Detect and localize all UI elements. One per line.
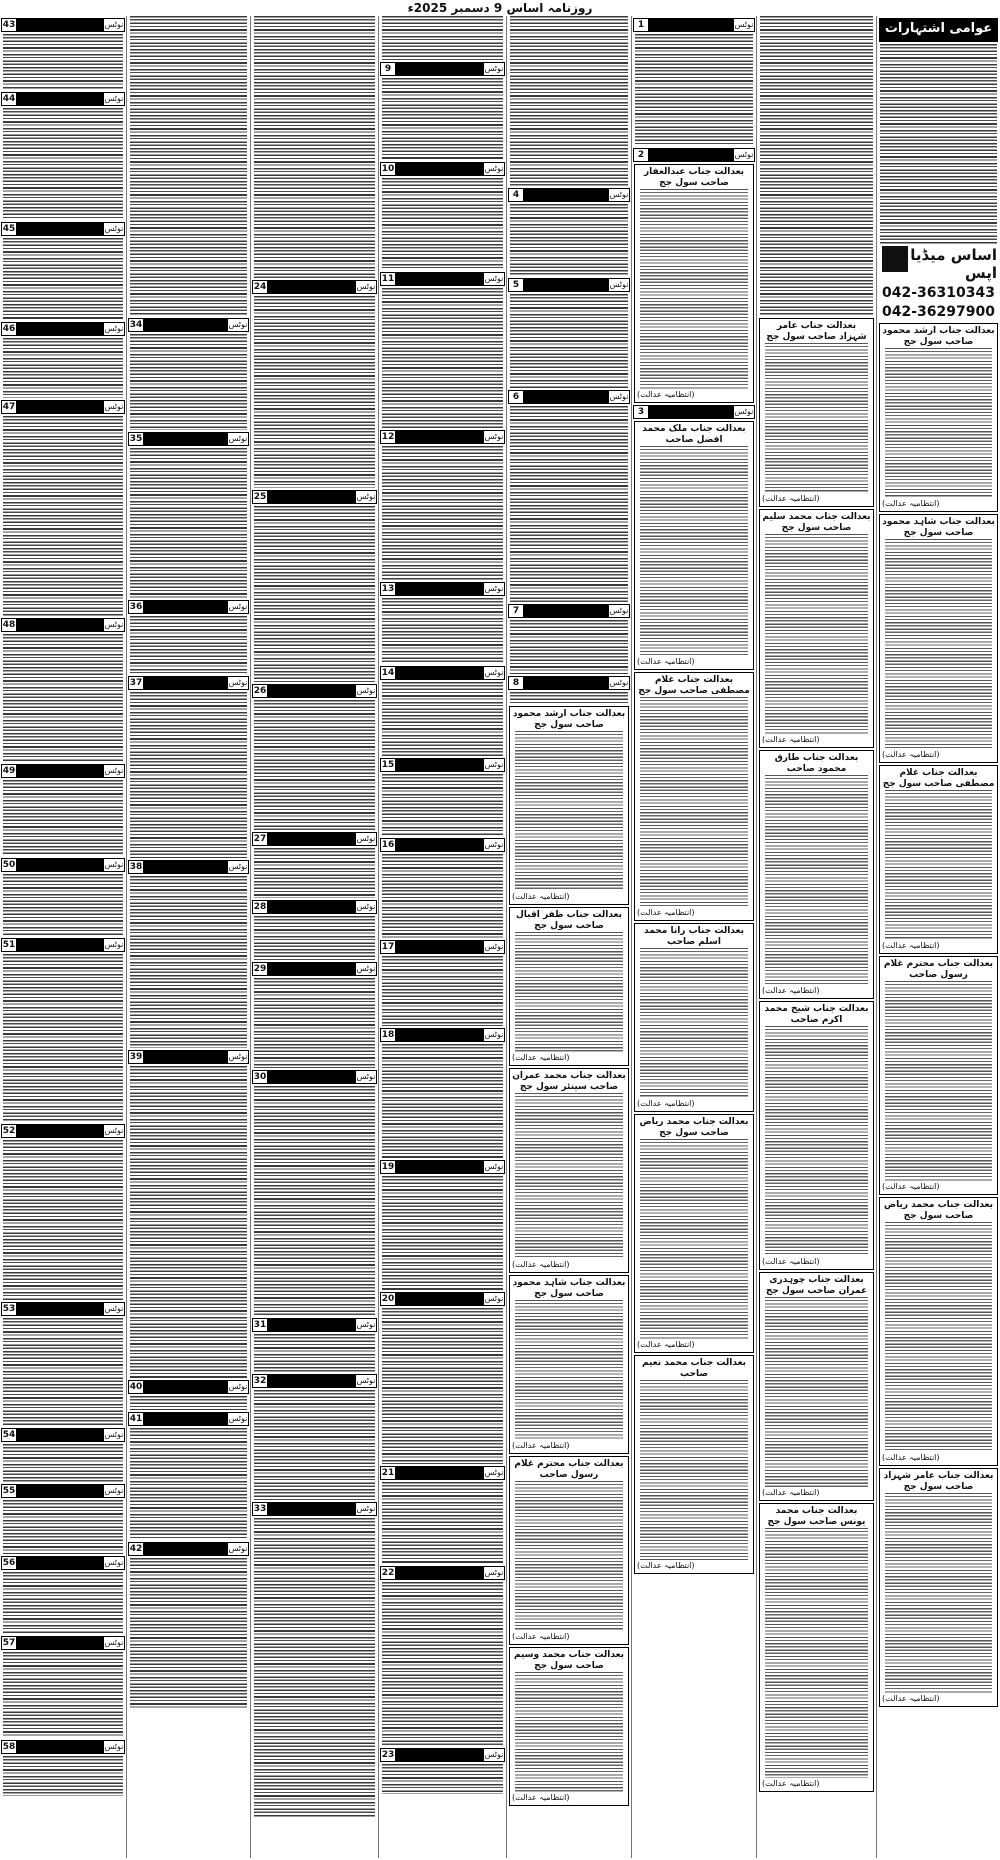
notice-header: 42 نوٹس [129,1544,248,1554]
notice-header: 27 نوٹس [253,834,376,844]
notice-header: 35 نوٹس [129,434,248,444]
notice-header: 8 نوٹس [508,676,630,690]
notice-header: 44 نوٹس [2,94,124,104]
notice-header: 21 نوٹس [381,1468,504,1478]
notice-header: 10 نوٹس [381,164,504,174]
court-notice: بعدالت جناب محمد یونس صاحب سول جج (انتظامیہ عدالت) [759,1503,874,1792]
notice-header: 30 نوٹس [253,1072,376,1082]
court-notice: بعدالت جناب محمد ریاض صاحب سول جج (انتظامیہ عدالت) [879,1197,998,1466]
agency-name: اساس میڈیا اپس [880,246,997,282]
notice-header: 22 نوٹس [381,1568,504,1578]
notice-header: 25 نوٹس [253,492,376,502]
ad-logo: عوامی اشتہارات [879,18,998,42]
phone-number-1: 042-36310343 [882,285,995,301]
notice-header: 45 نوٹس [2,224,124,234]
phone-number-2: 042-36297900 [882,304,995,320]
court-notice: بعدالت جناب شاہد محمود صاحب سول جج (انتظامیہ عدالت) [509,1275,629,1454]
court-notice: بعدالت جناب محترم غلام رسول صاحب (انتظامیہ عدالت) [509,1456,629,1645]
notice-header: 16 نوٹس [381,840,504,850]
column-4 [379,16,506,1858]
notice-header: 56 نوٹس [2,1558,124,1568]
notice-header: 33 نوٹس [253,1504,376,1514]
court-notice: بعدالت جناب رانا محمد اسلم صاحب (انتظامیہ عدالت) [634,923,754,1112]
notice-header: 6 نوٹس [508,390,630,404]
notice-header: 55 نوٹس [2,1486,124,1496]
column-6 [632,16,756,1858]
notice-header: 49 نوٹس [2,766,124,776]
court-notice: بعدالت جناب غلام مصطفی صاحب سول جج (انتظامیہ عدالت) [879,765,998,954]
notice-header: 37 نوٹس [129,678,248,688]
column-7 [757,16,876,1858]
notice-header: 41 نوٹس [129,1414,248,1424]
column-8 [877,16,1000,1858]
column-1 [0,16,126,1858]
notice-header: 31 نوٹس [253,1320,376,1330]
notice-header: 36 نوٹس [129,602,248,612]
notice-header: 2 نوٹس [633,148,755,162]
agency-seal-icon [882,246,908,272]
notice-header: 9 نوٹس [380,62,505,76]
notice-header: 24 نوٹس [253,282,376,292]
notice-header: 26 نوٹس [253,686,376,696]
court-notice: بعدالت جناب محمد نعیم صاحب (انتظامیہ عدالت) [634,1355,754,1574]
notice-header: 58 نوٹس [2,1742,124,1752]
notice-header: 48 نوٹس [2,620,124,630]
notice-header: 13 نوٹس [381,584,504,594]
court-notice: بعدالت جناب غلام مصطفی صاحب سول جج (انتظامیہ عدالت) [634,672,754,921]
notice-header: 3 نوٹس [633,405,755,419]
court-notice: بعدالت جناب محترم غلام رسول صاحب (انتظامیہ عدالت) [879,956,998,1195]
notice-header: 47 نوٹس [2,402,124,412]
court-notice: بعدالت جناب ظفر اقبال صاحب سول جج (انتظامیہ عدالت) [509,907,629,1066]
notice-header: 46 نوٹس [2,324,124,334]
court-notice: بعدالت جناب عبدالغفار صاحب سول جج (انتظامیہ عدالت) [634,164,754,403]
court-notice: بعدالت جناب محمد سلیم صاحب سول جج (انتظامیہ عدالت) [759,509,874,748]
court-notice: بعدالت جناب چوہدری عمران صاحب سول جج (انتظامیہ عدالت) [759,1272,874,1501]
notice-header: 38 نوٹس [129,862,248,872]
court-notice: بعدالت جناب عامر شہزاد صاحب سول جج (انتظامیہ عدالت) [879,1468,998,1707]
court-notice: بعدالت جناب محمد وسیم صاحب سول جج (انتظامیہ عدالت) [509,1647,629,1806]
notice-header: 12 نوٹس [381,432,504,442]
court-notice: بعدالت جناب طارق محمود صاحب (انتظامیہ عدالت) [759,750,874,999]
notice-header: 17 نوٹس [381,942,504,952]
notice-header: 19 نوٹس [381,1162,504,1172]
court-notice: بعدالت جناب محمد ریاض صاحب سول جج (انتظامیہ عدالت) [634,1114,754,1353]
notice-header: 50 نوٹس [2,860,124,870]
notice-header: 18 نوٹس [381,1030,504,1040]
notice-header: 52 نوٹس [2,1126,124,1136]
court-notice: بعدالت جناب محمد عمران صاحب سینئر سول جج (انتظامیہ عدالت) [509,1068,629,1273]
notice-header: 29 نوٹس [253,964,376,974]
notice-header: 5 نوٹس [508,278,630,292]
page-header: روزنامہ اساس 9 دسمبر 2025ء [407,1,593,15]
notice-header: 14 نوٹس [381,668,504,678]
notice-header: 7 نوٹس [508,604,630,618]
notice-header: 34 نوٹس [129,320,248,330]
notice-header: 1 نوٹس [633,18,755,32]
notice-header: 57 نوٹس [2,1638,124,1648]
notice-header: 20 نوٹس [381,1294,504,1304]
notice-header: 15 نوٹس [381,760,504,770]
notice-header: 4 نوٹس [508,188,630,202]
notice-header: 51 نوٹس [2,940,124,950]
notice-header: 32 نوٹس [253,1376,376,1386]
notice-header: 43 نوٹس [2,20,124,30]
column-5 [507,16,631,1858]
notice-header: 39 نوٹس [129,1052,248,1062]
notice-header: 11 نوٹس [381,274,504,284]
court-notice: بعدالت جناب ملک محمد افضل صاحب (انتظامیہ عدالت) [634,421,754,670]
column-3 [251,16,378,1858]
notice-header: 23 نوٹس [381,1750,504,1760]
column-2 [127,16,250,1858]
court-notice: بعدالت جناب شیخ محمد اکرم صاحب (انتظامیہ عدالت) [759,1001,874,1270]
notice-header: 28 نوٹس [253,902,376,912]
court-notice: بعدالت جناب ارشد محمود صاحب سول جج (انتظامیہ عدالت) [509,706,629,905]
notice-header: 54 نوٹس [2,1430,124,1440]
court-notice: بعدالت جناب عامر شہزاد صاحب سول جج (انتظامیہ عدالت) [759,318,874,507]
notice-header: 53 نوٹس [2,1304,124,1314]
court-notice: بعدالت جناب ارشد محمود صاحب سول جج (انتظامیہ عدالت) [879,323,998,512]
court-notice: بعدالت جناب شاہد محمود صاحب سول جج (انتظامیہ عدالت) [879,514,998,763]
notice-header: 40 نوٹس [129,1382,248,1392]
